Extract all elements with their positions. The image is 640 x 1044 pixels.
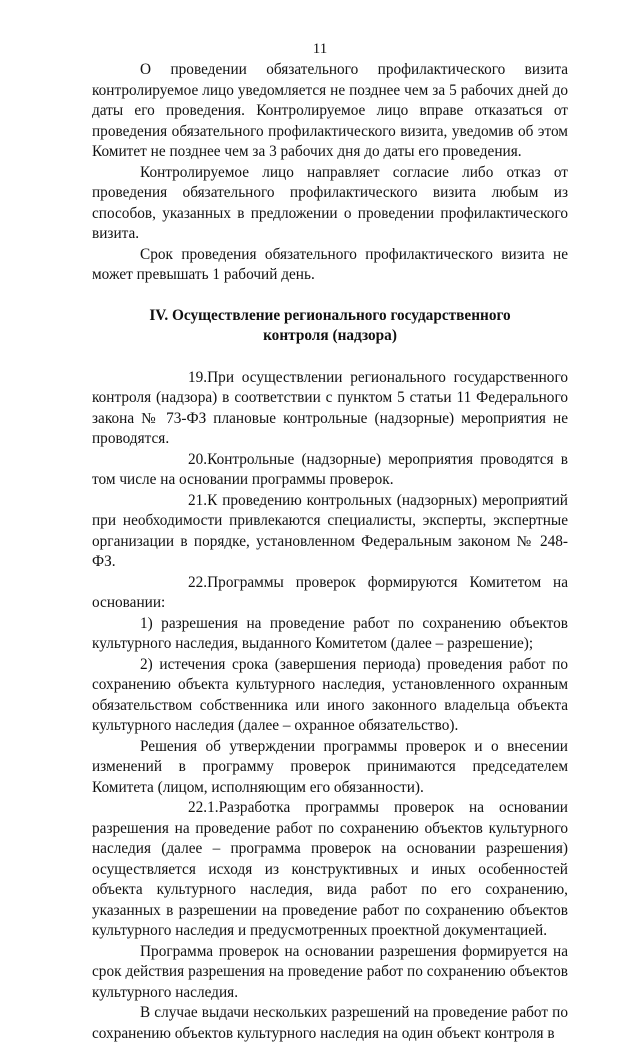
section-heading [92,306,568,347]
clause-21 [92,491,568,573]
clause-20 [92,450,568,491]
clause-number: 22. [188,573,208,591]
document-body [92,60,568,1044]
section-heading-line-2: контроля (надзора) [263,327,397,344]
clause-19 [92,368,568,450]
clause-number: 22.1. [188,799,219,816]
clause-text: Контрольные (надзорные) мероприятия проводятся в том числе на основании программы проверок. [92,450,568,488]
paragraph-duration: Срок проведения обязательного профилактического визита не может превышать 1 рабочий день. [92,245,568,283]
paragraph-program-approval: Решения об утверждении программы проверок и о внесении изменений в программу проверок принимаются председателем Комитета (лицом, исполняющим его обязанности). [92,737,568,796]
section-heading-line-1: IV. Осуществление регионального государственного [149,306,511,324]
paragraph-multiple-permits: В случае выдачи нескольких разрешений на проведение работ по сохранению объектов культурного наследия на один объект контроля в [92,1004,568,1042]
clause-number: 21. [188,491,208,509]
clause-text: Разработка программы проверок на основании разрешения на проведение работ по сохранению объектов культурного наследия (далее – программа проверок на основании разрешения) осуществляется исходя из конструктивных и иных особенностей объекта культурного наследия, вида работ по его сохранению, указанных в разрешении на проведение работ по сохранению объектов культурного наследия и предусмотренных проектной документацией. [92,799,568,939]
paragraph-program-term: Программа проверок на основании разрешения формируется на срок действия разрешения на проведение работ по сохранению объектов культурного наследия. [92,942,568,1001]
page-number: 11 [312,41,328,57]
clause-number: 19. [188,368,208,386]
clause-22 [92,573,568,614]
clause-22-item-2: 2) истечения срока (завершения периода) проведения работ по сохранению объекта культурного наследия, установленного охранным обязательством собственника или иного законного владельца объекта культурного наследия (далее – охранное обязательство). [92,655,568,734]
clause-number: 20. [188,450,208,468]
clause-text: К проведению контрольных (надзорных) мероприятий при необходимости привлекаются специалисты, эксперты, экспертные организации в порядке, установленном Федеральным законом № 248-ФЗ. [92,491,568,570]
paragraph-consent: Контролируемое лицо направляет согласие либо отказ от проведения обязательного профилактического визита любым из способов, указанных в предложении о проведении профилактического визита. [92,163,568,242]
clause-22-item-1: 1) разрешения на проведение работ по сохранению объектов культурного наследия, выданного Комитетом (далее – разрешение); [92,614,568,652]
clause-text: При осуществлении регионального государственного контроля (надзора) в соответствии с пунктом 5 статьи 11 Федерального закона № 73-ФЗ плановые контрольные (надзорные) мероприятия не проводятся. [92,368,568,447]
clause-text: Программы проверок формируются Комитетом на основании: [92,573,568,611]
clause-22-1 [92,798,568,942]
paragraph-notification: О проведении обязательного профилактического визита контролируемое лицо уведомляется не позднее чем за 5 рабочих дней до даты его проведения. Контролируемое лицо вправе отказаться от проведения обязательного профилактического визита, уведомив об этом Комитет не позднее чем за 3 рабочих дня до даты его проведения. [92,61,568,160]
